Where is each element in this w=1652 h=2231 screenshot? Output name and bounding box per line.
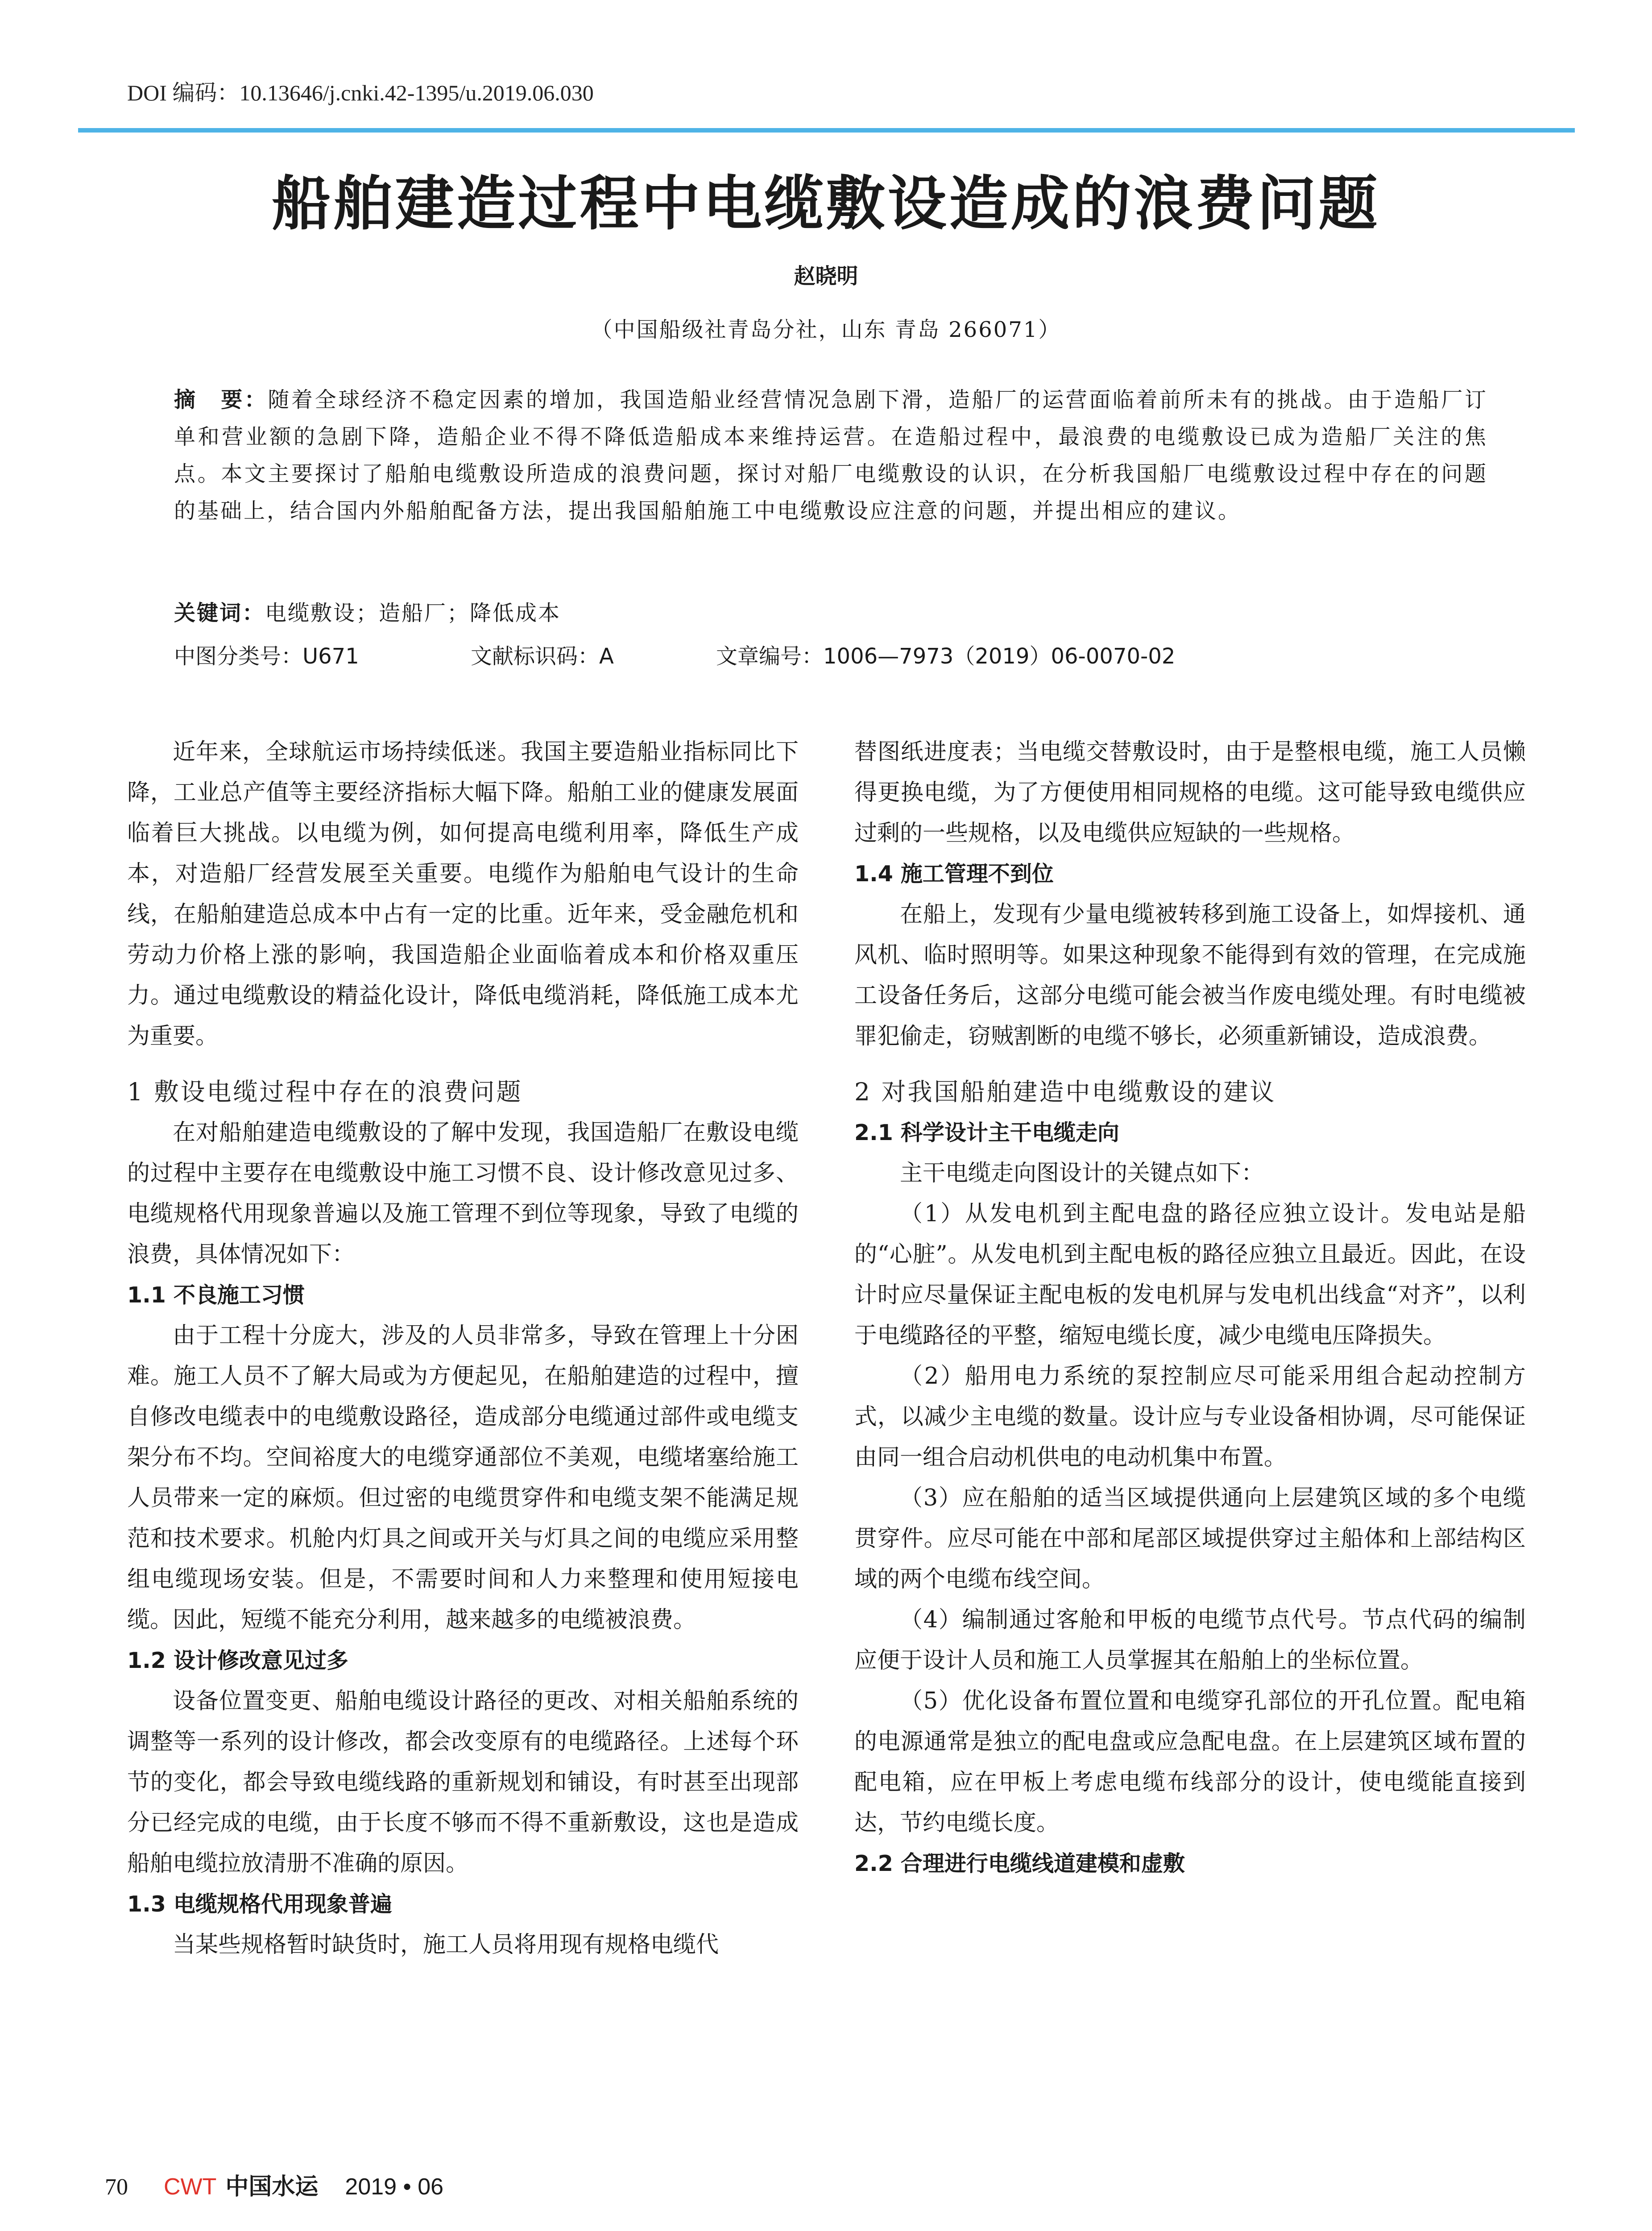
page-number: 70 <box>105 2174 128 2200</box>
doi-line: DOI 编码：10.13646/j.cnki.42-1395/u.2019.06.030 <box>127 80 594 105</box>
affiliation: （中国船级社青岛分社，山东 青岛 266071） <box>591 317 1061 342</box>
section-1-3-paragraph: 当某些规格暂时缺货时，施工人员将用现有规格电缆代 <box>173 1932 719 1958</box>
section-2-1-intro: 主干电缆走向图设计的关键点如下： <box>900 1160 1264 1186</box>
section-2-1-item-3: （3）应在船舶的适当区域提供通向上层建筑区域的多个电缆贯穿件。应尽可能在中部和尾部区域提供穿过主船体和上部结构区域的两个电缆布线空间。 <box>854 1485 1526 1592</box>
section-2-1-item-5: （5）优化设备布置位置和电缆穿孔部位的开孔位置。配电箱的电源通常是独立的配电盘或应急配电盘。在上层建筑区域布置的配电箱，应在甲板上考虑电缆布线部分的设计，使电缆能直接到达，节约电缆长度。 <box>854 1688 1526 1836</box>
section-2-2-heading: 2.2 合理进行电缆线道建模和虚敷 <box>854 1851 1185 1876</box>
abstract-text: 随着全球经济不稳定因素的增加，我国造船业经营情况急剧下滑，造船厂的运营面临着前所未有的挑战。由于造船厂订单和营业额的急剧下降，造船企业不得不降低造船成本来维持运营。在造船过程中，最浪费的电缆敷设已成为造船厂关注的焦点。本文主要探讨了船舶电缆敷设所造成的浪费问题，探讨对船厂电缆敷设的认识，在分析我国船厂电缆敷设过程中存在的问题的基础上，结合国内外船舶配备方法，提出我国船舶施工中电缆敷设应注意的问题，并提出相应的建议。 <box>174 387 1488 523</box>
header-rule <box>78 128 1575 133</box>
author: 赵晓明 <box>794 264 858 289</box>
article-number: 文章编号：1006—7973（2019）06-0070-02 <box>716 644 1176 669</box>
issue-number: 2019 • 06 <box>345 2174 444 2200</box>
left-column <box>127 732 799 1965</box>
keywords-label: 关键词： <box>174 601 265 626</box>
section-1-1-paragraph: 由于工程十分庞大，涉及的人员非常多，导致在管理上十分困难。施工人员不了解大局或为方便起见，在船舶建造的过程中，擅自修改电缆表中的电缆敷设路径，造成部分电缆通过部件或电缆支架分布不均。空间裕度大的电缆穿通部位不美观，电缆堵塞给施工人员带来一定的麻烦。但过密的电缆贯穿件和电缆支架不能满足规范和技术要求。机舱内灯具之间或开关与灯具之间的电缆应采用整组电缆现场安装。但是，不需要时间和人力来整理和使用短接电缆。因此，短缆不能充分利用，越来越多的电缆被浪费。 <box>127 1323 799 1633</box>
section-1-3-continuation: 替图纸进度表；当电缆交替敷设时，由于是整根电缆，施工人员懒得更换电缆，为了方便使用相同规格的电缆。这可能导致电缆供应过剩的一些规格，以及电缆供应短缺的一些规格。 <box>854 739 1526 846</box>
section-1-heading: 1 敷设电缆过程中存在的浪费问题 <box>127 1078 523 1106</box>
journal-name: 中国水运 <box>225 2173 319 2200</box>
section-1-4-paragraph: 在船上，发现有少量电缆被转移到施工设备上，如焊接机、通风机、临时照明等。如果这种现象不能得到有效的管理，在完成施工设备任务后，这部分电缆可能会被当作废电缆处理。有时电缆被罪犯偷走，窃贼割断的电缆不够长，必须重新铺设，造成浪费。 <box>854 901 1526 1049</box>
keywords-text: 电缆敷设；造船厂；降低成本 <box>265 601 561 626</box>
page-footer <box>105 2168 443 2201</box>
section-2-1-item-4: （4）编制通过客舱和甲板的电缆节点代号。节点代码的编制应便于设计人员和施工人员掌握其在船舶上的坐标位置。 <box>854 1607 1526 1674</box>
document-code: 文献标识码：A <box>471 644 614 669</box>
right-column <box>854 732 1526 1884</box>
section-1-4-heading: 1.4 施工管理不到位 <box>854 861 1054 887</box>
section-1-1-heading: 1.1 不良施工习惯 <box>127 1282 305 1308</box>
abstract <box>174 382 1488 530</box>
keywords <box>174 596 561 626</box>
section-2-heading: 2 对我国船舶建造中电缆敷设的建议 <box>854 1078 1276 1106</box>
abstract-label: 摘 要： <box>174 387 268 412</box>
section-1-2-heading: 1.2 设计修改意见过多 <box>127 1648 348 1673</box>
intro-paragraph: 近年来，全球航运市场持续低迷。我国主要造船业指标同比下降，工业总产值等主要经济指标大幅下降。船舶工业的健康发展面临着巨大挑战。以电缆为例，如何提高电缆利用率，降低生产成本，对造船厂经营发展至关重要。电缆作为船舶电气设计的生命线，在船舶建造总成本中占有一定的比重。近年来，受金融危机和劳动力价格上涨的影响，我国造船企业面临着成本和价格双重压力。通过电缆敷设的精益化设计，降低电缆消耗，降低施工成本尤为重要。 <box>127 739 799 1049</box>
section-1-paragraph: 在对船舶建造电缆敷设的了解中发现，我国造船厂在敷设电缆的过程中主要存在电缆敷设中施工习惯不良、设计修改意见过多、电缆规格代用现象普遍以及施工管理不到位等现象，导致了电缆的浪费，具体情况如下： <box>127 1120 799 1268</box>
section-2-1-item-2: （2）船用电力系统的泵控制应尽可能采用组合起动控制方式，以减少主电缆的数量。设计应与专业设备相协调，尽可能保证由同一组合启动机供电的电动机集中布置。 <box>854 1363 1526 1471</box>
section-2-1-heading: 2.1 科学设计主干电缆走向 <box>854 1120 1119 1145</box>
article-title: 船舶建造过程中电缆敷设造成的浪费问题 <box>272 169 1380 238</box>
journal-abbreviation: CWT <box>164 2174 217 2200</box>
section-1-2-paragraph: 设备位置变更、船舶电缆设计路径的更改、对相关船舶系统的调整等一系列的设计修改，都会改变原有的电缆路径。上述每个环节的变化，都会导致电缆线路的重新规划和铺设，有时甚至出现部分已经完成的电缆，由于长度不够而不得不重新敷设，这也是造成船舶电缆拉放清册不准确的原因。 <box>127 1688 799 1877</box>
clc-number: 中图分类号：U671 <box>174 644 359 669</box>
section-1-3-heading: 1.3 电缆规格代用现象普遍 <box>127 1891 392 1917</box>
section-2-1-item-1: （1）从发电机到主配电盘的路径应独立设计。发电站是船的“心脏”。从发电机到主配电板的路径应独立且最近。因此，在设计时应尽量保证主配电板的发电机屏与发电机出线盒“对齐”，以利于电缆路径的平整，缩短电缆长度，减少电缆电压降损失。 <box>854 1201 1526 1349</box>
